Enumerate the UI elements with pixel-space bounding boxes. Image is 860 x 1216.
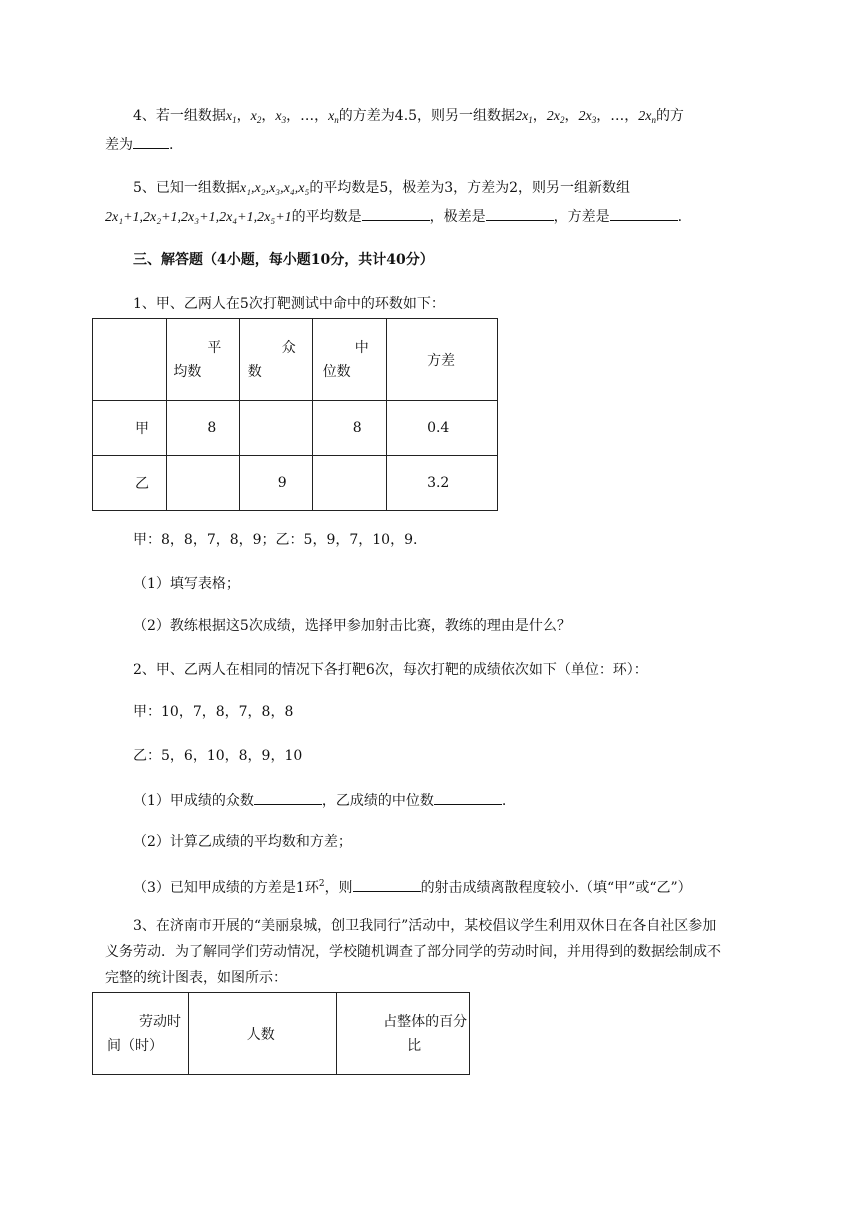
- p1-row-jia-label: 甲: [93, 401, 167, 456]
- p3-header-time-top: 劳动时: [139, 1013, 181, 1030]
- p2-sub1-b: ，乙成绩的中位数: [321, 793, 434, 809]
- p3-header-percent-top: 占整体的百分: [383, 1013, 468, 1030]
- p1-jia-mode[interactable]: [239, 401, 312, 456]
- p3-table-header-row: [93, 993, 470, 1075]
- q4-ellipsis-2: …: [610, 108, 625, 124]
- p1-table-header-variance: 方差: [387, 319, 498, 401]
- q5-text-b: 的平均数是5，极差为3，方差为2，则另一组新数组: [309, 180, 631, 196]
- q4-text-a: 4、若一组数据: [133, 108, 226, 124]
- q4-text-c: 的方: [655, 108, 684, 124]
- p1-intro: 1、甲、乙两人在5次打靶测试中命中的环数如下：: [133, 296, 445, 312]
- p1-header-mode-bottom: 数: [247, 363, 262, 380]
- p1-row-yi-label: 乙: [93, 456, 167, 511]
- q4-line2-end: .: [169, 137, 174, 153]
- p3-header-percent-bottom: 比: [407, 1037, 422, 1054]
- p3-header-count: 人数: [188, 993, 336, 1075]
- q5-t3: ，方差是: [553, 209, 610, 225]
- p2-sub3-sup: 2: [318, 879, 325, 889]
- q4-2x1: $2x_1$: [515, 109, 533, 125]
- q5-t1: 的平均数是: [291, 209, 362, 225]
- q4-2x3: $2x_3$: [578, 109, 597, 125]
- q5-range-blank[interactable]: [486, 206, 554, 221]
- p1-sub2: （2）教练根据这5次成绩，选择甲参加射击比赛，教练的理由是什么？: [133, 618, 571, 634]
- p2-sub1-c: .: [501, 793, 507, 809]
- p1-table-header-row: [93, 319, 498, 401]
- p1-table-header-median: [312, 319, 386, 401]
- p1-yi-median[interactable]: [312, 456, 386, 511]
- p2-yi: 乙：5，6，10，8，9，10: [133, 748, 303, 764]
- p2-sub3-b: ，则: [324, 880, 353, 896]
- q5-mean-blank[interactable]: [362, 206, 430, 221]
- p2-sub3-blank[interactable]: [353, 877, 421, 892]
- p1-sub1: （1）填写表格；: [133, 576, 240, 592]
- q4-2x2: $2x_2$: [546, 109, 565, 125]
- q4-x2: $x_2$: [250, 109, 262, 125]
- q4-text-b: 的方差为4.5，则另一组数据: [338, 108, 516, 124]
- p1-header-mode-top: 众: [281, 339, 296, 356]
- p2-yi-median-blank[interactable]: [434, 790, 502, 805]
- p3-line1: 3、在济南市开展的“美丽泉城，创卫我同行”活动中，某校倡议学生利用双休日在各自社区参加: [133, 918, 717, 934]
- p1-table-row-jia: [93, 401, 498, 456]
- p1-score-table: [92, 318, 498, 511]
- q4-line2: [105, 134, 173, 155]
- p3-stat-table: [92, 992, 470, 1075]
- p2-sub3: [133, 874, 692, 898]
- p2-jia: 甲：10，7，8，7，8，8: [133, 704, 294, 720]
- p2-sub2: （2）计算乙成绩的平均数和方差；: [133, 834, 352, 850]
- q4-xn: $x_n$: [328, 109, 339, 125]
- q4-line1: 4、若一组数据$x_1$，$x_2$，$x_3$，…，$x_n$的方差为4.5，则另一组数据$2x_1$，$2x_2$，$2x_3$，…，$2x_n$的方: [133, 108, 684, 125]
- p3-line3: 完整的统计图表，如图所示：: [105, 970, 287, 986]
- p2-jia-mode-blank[interactable]: [254, 790, 322, 805]
- q5-variance-blank[interactable]: [610, 206, 678, 221]
- p1-table-header-mode: [239, 319, 312, 401]
- q5-expr: 2x₁+1,2x₂+1,2x₃+1,2x₄+1,2x₅+1: [105, 210, 292, 225]
- p1-header-median-top: 中: [354, 339, 369, 356]
- p1-jia-median: 8: [312, 401, 386, 456]
- p1-yi-mode: 9: [239, 456, 312, 511]
- p3-header-time: [93, 993, 189, 1075]
- p1-table-row-yi: [93, 456, 498, 511]
- p1-header-mean-bottom: 均数: [173, 363, 202, 380]
- p1-jia-mean: 8: [167, 401, 239, 456]
- p3-line2: 义务劳动．为了解同学们劳动情况，学校随机调查了部分同学的劳动时间，并用得到的数据绘制成不: [105, 944, 721, 960]
- q4-2xn: $2x_n$: [638, 109, 656, 125]
- q5-t4: .: [677, 209, 683, 225]
- q5-text-a: 5、已知一组数据: [133, 180, 240, 196]
- q4-answer-blank[interactable]: [133, 134, 169, 149]
- p1-yi-mean[interactable]: [167, 456, 239, 511]
- p1-header-mean-top: 平: [207, 339, 222, 356]
- p2-sub1: [133, 790, 506, 811]
- section3-heading: 三、解答题（4小题，每小题10分，共计40分）: [133, 252, 434, 268]
- p3-header-percent: [337, 993, 470, 1075]
- p1-table-corner: [93, 319, 167, 401]
- p1-jia-variance: 0.4: [387, 401, 498, 456]
- p2-sub3-a: （3）已知甲成绩的方差是1环: [133, 880, 319, 896]
- p1-header-median-bottom: 位数: [322, 363, 351, 380]
- p1-table-header-mean: [167, 319, 239, 401]
- q4-x3: $x_3$: [275, 109, 287, 125]
- q5-line2: [105, 206, 682, 228]
- p2-intro: 2、甲、乙两人在相同的情况下各打靶6次，每次打靶的成绩依次如下（单位：环）：: [133, 662, 648, 678]
- q5-vars: x₁,x₂,x₃,x₄,x₅: [239, 181, 310, 196]
- q4-x1: $x_1$: [225, 109, 237, 125]
- q5-t2: ，极差是: [429, 209, 486, 225]
- q5-line1: [133, 178, 630, 199]
- p3-header-time-bottom: 间（时）: [107, 1037, 163, 1054]
- p1-yi-variance: 3.2: [387, 456, 498, 511]
- p1-data-line: 甲：8，8，7，8，9；乙：5，9，7，10，9.: [133, 532, 418, 548]
- p2-sub1-a: （1）甲成绩的众数: [133, 793, 254, 809]
- q4-ellipsis: …: [300, 108, 315, 124]
- q4-line2-text: 差为: [105, 137, 133, 153]
- p2-sub3-c: 的射击成绩离散程度较小.（填“甲”或“乙”）: [420, 880, 692, 896]
